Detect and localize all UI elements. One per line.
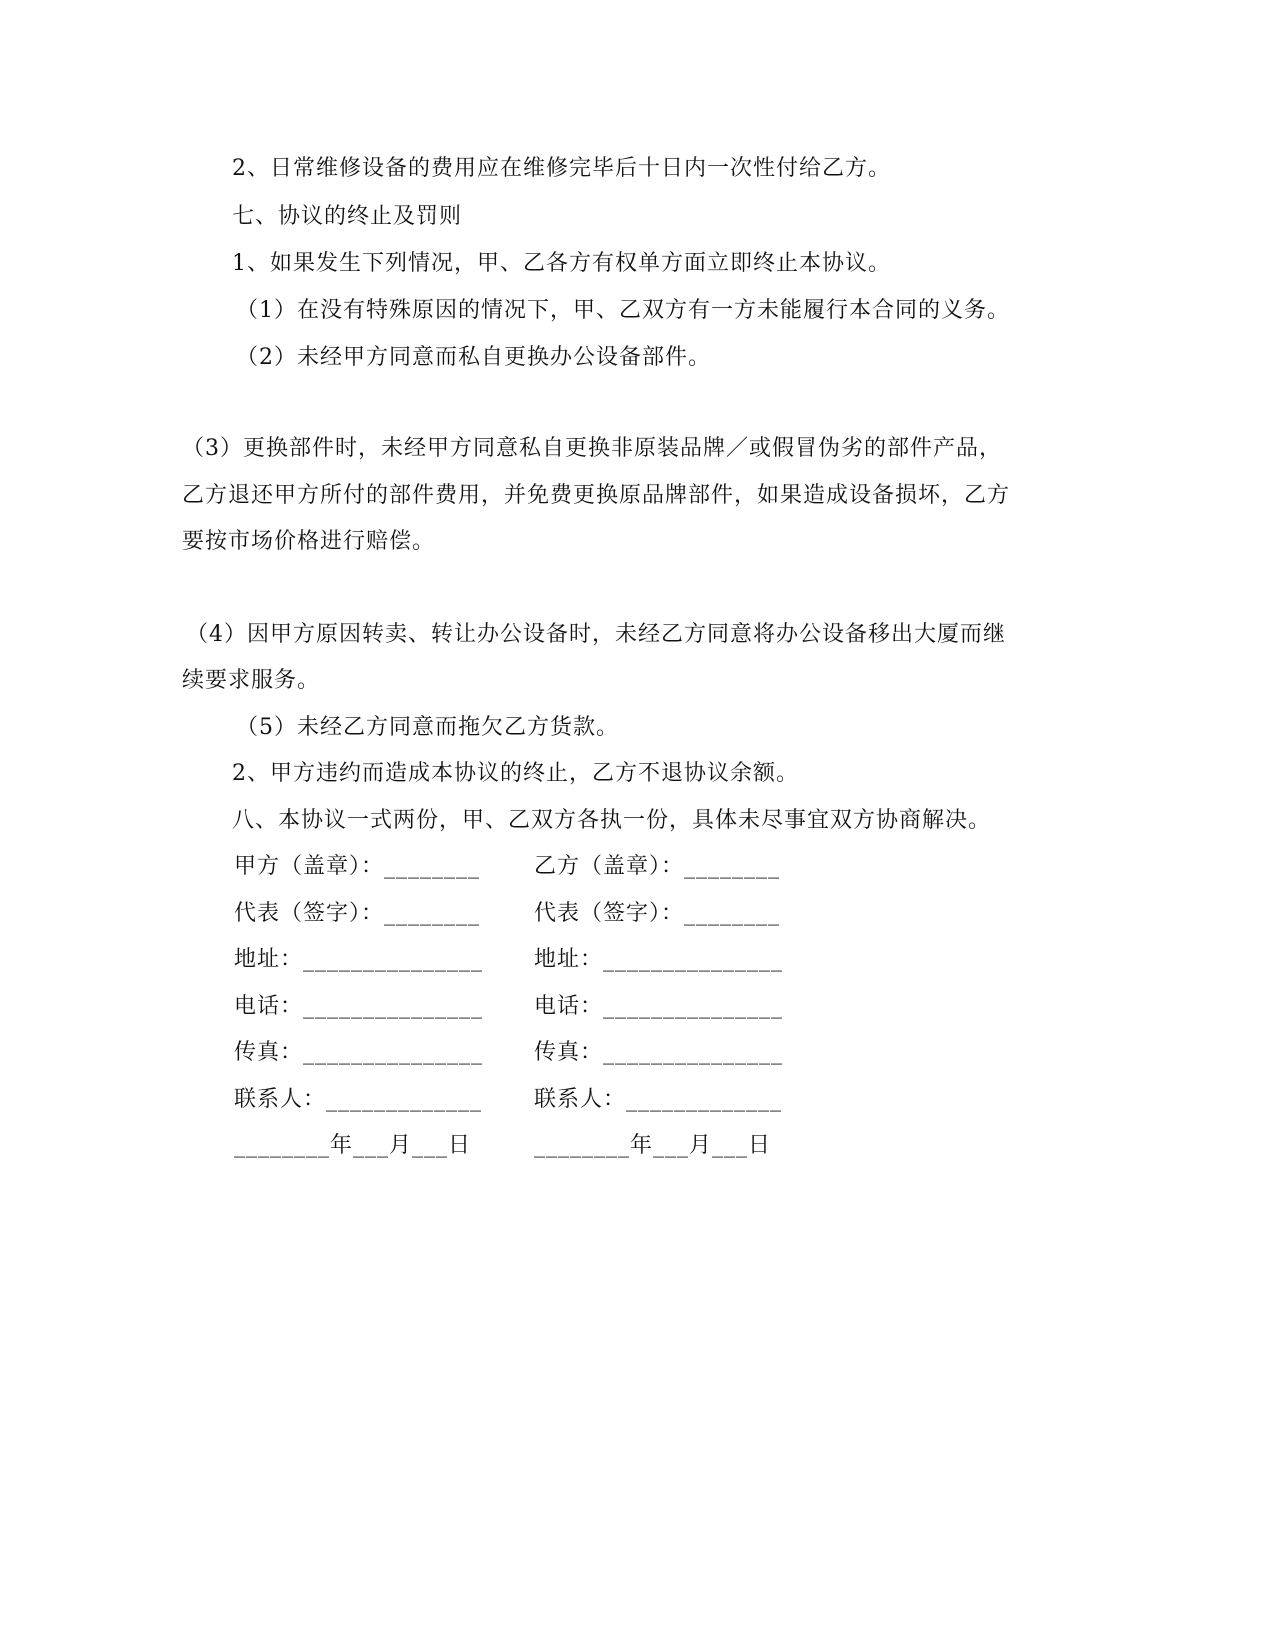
clause-7-1-item-3-line-3: 要按市场价格进行赔偿。 [182,529,436,554]
party-b-address-field: 地址：_______________ [534,947,784,972]
clause-7-1: 1、如果发生下列情况，甲、乙各方有权单方面立即终止本协议。 [232,251,891,276]
party-b-representative-field: 代表（签字）：________ [534,901,781,926]
clause-6-2: 2、日常维修设备的费用应在维修完毕后十日内一次性付给乙方。 [232,156,891,181]
party-b-seal-field: 乙方（盖章）：________ [534,854,781,879]
party-a-seal-field: 甲方（盖章）：________ [234,854,481,879]
party-b-contact-field: 联系人：_____________ [534,1087,783,1112]
clause-7-1-item-3-line-1: （3）更换部件时，未经甲方同意私自更换非原装品牌／或假冒伪劣的部件产品， [182,436,1002,461]
party-a-address-field: 地址：_______________ [234,947,484,972]
section-8: 八、本协议一式两份，甲、乙双方各执一份，具体未尽事宜双方协商解决。 [232,808,992,833]
party-b-fax-field: 传真：_______________ [534,1040,784,1065]
party-a-contact-field: 联系人：_____________ [234,1087,483,1112]
section-7-heading: 七、协议的终止及罚则 [232,204,463,229]
clause-7-2: 2、甲方违约而造成本协议的终止，乙方不退协议余额。 [232,761,799,786]
clause-7-1-item-2: （2）未经甲方同意而私自更换办公设备部件。 [236,345,711,370]
party-b-date-field: ________年___月___日 [534,1133,772,1158]
party-a-phone-field: 电话：_______________ [234,994,484,1019]
clause-7-1-item-4-line-2: 续要求服务。 [182,668,321,693]
party-a-date-field: ________年___月___日 [234,1133,472,1158]
clause-7-1-item-1: （1）在没有特殊原因的情况下，甲、乙双方有一方未能履行本合同的义务。 [236,298,1010,323]
party-a-representative-field: 代表（签字）：________ [234,901,481,926]
party-b-phone-field: 电话：_______________ [534,994,784,1019]
clause-7-1-item-5: （5）未经乙方同意而拖欠乙方货款。 [236,715,619,740]
clause-7-1-item-4-line-1: （4）因甲方原因转卖、转让办公设备时，未经乙方同意将办公设备移出大厦而继 [186,622,1006,647]
party-a-fax-field: 传真：_______________ [234,1040,484,1065]
clause-7-1-item-3-line-2: 乙方退还甲方所付的部件费用，并免费更换原品牌部件，如果造成设备损坏，乙方 [182,483,1011,508]
